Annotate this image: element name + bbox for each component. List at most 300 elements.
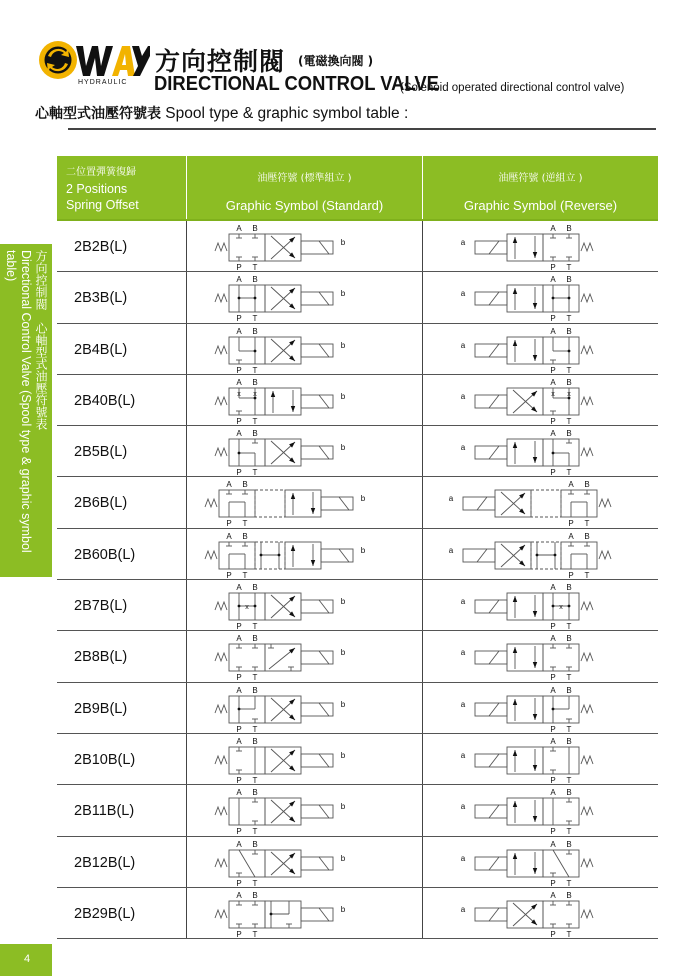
port-label: b: [340, 699, 346, 709]
arrowhead-icon: [513, 750, 517, 756]
table-row: [57, 888, 658, 939]
valve-symbol: [461, 275, 593, 323]
reverse-symbol-cell: [423, 272, 658, 322]
valve-symbol: [215, 788, 346, 836]
standard-symbol: [187, 272, 423, 323]
symbol-line: [489, 703, 499, 716]
shift-box: [507, 696, 543, 723]
spring-icon: [581, 243, 593, 251]
reverse-symbol: [423, 426, 658, 477]
valve-symbol: [215, 737, 346, 785]
symbol-line: [319, 805, 329, 818]
title-english-sub: (Solenoid operated directional control valve): [400, 82, 625, 94]
arrowhead-icon: [533, 355, 537, 361]
header-spool-type-en1: 2 Positions: [66, 182, 128, 196]
spool-box: [543, 747, 579, 774]
valve-symbol: [461, 583, 593, 631]
port-label: T: [252, 365, 258, 375]
standard-symbol: [187, 837, 423, 888]
port-label: A: [236, 634, 242, 644]
table-row: [57, 631, 658, 682]
port-label: A: [550, 429, 556, 439]
table-row: [57, 837, 658, 888]
valve-symbol: [215, 429, 346, 477]
port-label: P: [236, 416, 242, 426]
spool-box: [229, 798, 265, 825]
symbol-line: [319, 754, 329, 767]
symbol-line: [489, 446, 499, 459]
port-label: A: [550, 224, 556, 233]
symbol-line: [489, 857, 499, 870]
symbol-line: [489, 600, 499, 613]
spool-model: 2B7B(L): [57, 580, 187, 630]
spool-box: [543, 439, 579, 466]
arrowhead-icon: [533, 457, 537, 463]
table-row: [57, 734, 658, 785]
reverse-symbol-cell: [423, 221, 658, 271]
port-label: B: [584, 531, 590, 541]
spring-icon: [215, 448, 227, 456]
spring-icon: [215, 807, 227, 815]
spool-box: [543, 388, 579, 415]
standard-symbol-cell: [187, 529, 423, 579]
standard-symbol-cell: [187, 426, 423, 476]
spring-icon: [205, 551, 217, 559]
solenoid-box: [301, 703, 333, 716]
table-body: [57, 221, 658, 939]
solenoid-box: [301, 395, 333, 408]
shift-box: [507, 593, 543, 620]
port-label: A: [550, 890, 556, 900]
spring-icon: [215, 910, 227, 918]
arrowhead-icon: [513, 647, 517, 653]
spool-box: [229, 644, 265, 671]
section-subheading: [35, 103, 408, 123]
spool-box: [229, 337, 265, 364]
shift-box: [507, 850, 543, 877]
port-label: a: [460, 443, 466, 453]
symbol-line: [489, 651, 499, 664]
spool-model: 2B11B(L): [57, 785, 187, 835]
spring-icon: [205, 499, 217, 507]
table-row: [57, 426, 658, 477]
port-label: a: [460, 853, 466, 863]
port-label: x: [253, 390, 257, 398]
valve-symbol: [461, 634, 593, 682]
port-label: T: [566, 263, 572, 272]
reverse-symbol: [423, 477, 658, 528]
valve-symbol: [215, 378, 346, 426]
arrowhead-icon: [291, 406, 295, 412]
spool-box: [229, 439, 265, 466]
port-label: A: [550, 788, 556, 798]
port-label: T: [242, 519, 248, 529]
junction-dot: [254, 297, 257, 300]
header-reverse-zh: 油壓符號 (逆組立 ): [498, 173, 583, 184]
standard-symbol: [187, 734, 423, 785]
standard-symbol-cell: [187, 580, 423, 630]
port-label: P: [550, 775, 556, 785]
arrowhead-icon: [291, 545, 295, 551]
reverse-symbol: [423, 631, 658, 682]
solenoid-box: [301, 908, 333, 921]
solenoid-box: [301, 805, 333, 818]
port-label: T: [566, 416, 572, 426]
reverse-symbol-cell: [423, 375, 658, 425]
reverse-symbol: [423, 272, 658, 323]
standard-symbol: [187, 375, 423, 426]
junction-dot: [536, 553, 539, 556]
spool-box: [229, 388, 265, 415]
standard-symbol-cell: [187, 477, 423, 527]
shift-box: [285, 490, 321, 517]
port-label: B: [252, 890, 258, 900]
solenoid-box: [321, 497, 353, 510]
solenoid-box: [301, 344, 333, 357]
port-label: T: [584, 519, 590, 529]
port-label: B: [566, 890, 572, 900]
solenoid-box: [301, 857, 333, 870]
spring-icon: [215, 859, 227, 867]
spool-box: [543, 234, 579, 261]
valve-symbol: [461, 788, 593, 836]
port-label: a: [448, 545, 454, 555]
port-label: A: [236, 685, 242, 695]
standard-symbol: [187, 683, 423, 734]
table-header: [57, 156, 658, 221]
reverse-symbol: [423, 580, 658, 631]
port-label: A: [236, 224, 242, 233]
arrowhead-icon: [271, 391, 275, 397]
standard-symbol: [187, 888, 423, 939]
shift-box: [285, 542, 321, 569]
table-row: [57, 529, 658, 580]
port-label: A: [236, 429, 242, 439]
standard-symbol-cell: [187, 683, 423, 733]
header-standard-zh: 油壓符號 (標準組立 ): [257, 173, 352, 184]
table-row: [57, 324, 658, 375]
arrowhead-icon: [513, 801, 517, 807]
symbol-line: [319, 395, 329, 408]
spring-icon: [215, 602, 227, 610]
junction-dot: [260, 553, 263, 556]
port-label: B: [566, 275, 572, 285]
transition-box: [255, 490, 285, 517]
shift-box: [507, 798, 543, 825]
port-label: B: [242, 531, 248, 541]
port-label: P: [226, 570, 232, 580]
port-label: A: [236, 326, 242, 336]
port-label: T: [252, 929, 258, 939]
solenoid-box: [301, 446, 333, 459]
port-label: B: [566, 839, 572, 849]
spool-box: [229, 901, 265, 928]
symbol-line: [319, 703, 329, 716]
port-label: b: [340, 750, 346, 760]
symbol-line: [319, 446, 329, 459]
junction-dot: [278, 553, 281, 556]
transition-box: [531, 542, 561, 569]
port-label: b: [360, 494, 366, 504]
port-label: a: [460, 597, 466, 607]
port-label: b: [340, 340, 346, 350]
way-hydraulic-logo: [38, 40, 150, 86]
standard-symbol-cell: [187, 375, 423, 425]
valve-symbol: [215, 583, 346, 631]
standard-symbol-cell: [187, 837, 423, 887]
table-row: [57, 375, 658, 426]
junction-dot: [270, 912, 273, 915]
port-label: x: [237, 390, 241, 398]
reverse-symbol: [423, 324, 658, 375]
port-label: T: [252, 775, 258, 785]
reverse-symbol-cell: [423, 888, 658, 938]
arrowhead-icon: [533, 868, 537, 874]
port-label: P: [236, 724, 242, 734]
port-label: B: [252, 685, 258, 695]
junction-dot: [254, 349, 257, 352]
header-spool-type-en2: Spring Offset: [66, 198, 139, 212]
port-label: P: [550, 263, 556, 272]
port-label: A: [236, 736, 242, 746]
spring-icon: [581, 910, 593, 918]
port-label: B: [566, 377, 572, 387]
valve-symbol: [461, 224, 593, 272]
port-label: B: [252, 275, 258, 285]
port-label: T: [252, 263, 258, 272]
port-label: P: [550, 365, 556, 375]
valve-symbol: [461, 378, 593, 426]
standard-symbol-cell: [187, 272, 423, 322]
symbol-line: [319, 292, 329, 305]
port-label: B: [252, 634, 258, 644]
subheading-zh: 心軸型式油壓符號表: [35, 106, 161, 122]
arrowhead-icon: [311, 560, 315, 566]
transition-box: [255, 542, 285, 569]
port-label: P: [236, 468, 242, 478]
port-label: T: [566, 878, 572, 888]
port-label: P: [236, 929, 242, 939]
junction-dot: [568, 605, 571, 608]
port-label: A: [550, 685, 556, 695]
arrowhead-icon: [533, 714, 537, 720]
port-label: a: [460, 340, 466, 350]
valve-symbol: [215, 891, 346, 939]
port-label: T: [566, 929, 572, 939]
valve-symbol: [215, 634, 346, 682]
port-label: A: [236, 839, 242, 849]
port-label: a: [460, 648, 466, 658]
spring-icon: [215, 653, 227, 661]
port-label: T: [566, 314, 572, 324]
valve-symbol: [215, 327, 346, 375]
junction-dot: [554, 553, 557, 556]
valve-symbol: [461, 891, 593, 939]
port-label: T: [252, 724, 258, 734]
valve-symbol: [449, 532, 611, 580]
port-label: b: [340, 904, 346, 914]
port-label: P: [550, 468, 556, 478]
reverse-symbol-cell: [423, 477, 658, 527]
symbol-line: [477, 549, 487, 562]
port-label: P: [550, 878, 556, 888]
spring-icon: [581, 346, 593, 354]
port-label: A: [550, 377, 556, 387]
valve-symbol: [461, 737, 593, 785]
arrowhead-icon: [513, 442, 517, 448]
reverse-symbol-cell: [423, 837, 658, 887]
table-row: [57, 580, 658, 631]
symbol-line: [319, 344, 329, 357]
port-label: B: [566, 224, 572, 233]
spool-model: 2B9B(L): [57, 683, 187, 733]
port-label: T: [252, 878, 258, 888]
port-label: b: [340, 391, 346, 401]
junction-dot: [238, 452, 241, 455]
spool-box: [543, 696, 579, 723]
junction-dot: [552, 707, 555, 710]
symbol-line: [339, 497, 349, 510]
port-label: P: [236, 827, 242, 837]
port-label: B: [252, 429, 258, 439]
valve-symbol: [461, 327, 593, 375]
reverse-symbol: [423, 888, 658, 939]
symbol-line: [319, 600, 329, 613]
valve-symbol: [205, 480, 366, 528]
standard-symbol-cell: [187, 631, 423, 681]
shift-box: [265, 388, 301, 415]
solenoid-box: [301, 651, 333, 664]
spring-icon: [581, 705, 593, 713]
table-row: [57, 272, 658, 323]
junction-dot: [238, 297, 241, 300]
shift-box: [507, 234, 543, 261]
port-label: T: [566, 622, 572, 632]
shift-box: [507, 439, 543, 466]
port-label: B: [252, 736, 258, 746]
solenoid-box: [321, 549, 353, 562]
port-label: T: [252, 827, 258, 837]
symbol-line: [489, 241, 499, 254]
valve-symbol: [215, 275, 346, 323]
spool-box: [561, 490, 597, 517]
reverse-symbol: [423, 529, 658, 580]
valve-symbol: [461, 686, 593, 734]
port-label: B: [252, 224, 258, 233]
port-label: A: [226, 480, 232, 490]
symbol-line: [319, 651, 329, 664]
valve-symbol: [215, 840, 346, 888]
port-label: A: [236, 275, 242, 285]
solenoid-box: [301, 754, 333, 767]
port-label: A: [550, 839, 556, 849]
port-label: b: [340, 238, 346, 247]
page-number: 4: [0, 944, 52, 976]
port-label: B: [242, 480, 248, 490]
port-label: a: [460, 750, 466, 760]
spool-box: [219, 542, 255, 569]
port-label: b: [340, 802, 346, 812]
junction-dot: [238, 605, 241, 608]
solenoid-box: [301, 292, 333, 305]
spool-model: 2B40B(L): [57, 375, 187, 425]
header-spool-type: [57, 156, 187, 219]
port-label: x: [551, 390, 555, 398]
arrowhead-icon: [513, 699, 517, 705]
port-label: A: [550, 326, 556, 336]
table-row: [57, 683, 658, 734]
port-label: T: [566, 827, 572, 837]
port-label: a: [460, 238, 466, 247]
port-label: T: [252, 468, 258, 478]
reverse-symbol: [423, 734, 658, 785]
port-label: B: [252, 326, 258, 336]
reverse-symbol-cell: [423, 785, 658, 835]
port-label: T: [566, 775, 572, 785]
port-label: P: [550, 416, 556, 426]
symbol-line: [477, 497, 487, 510]
port-label: P: [226, 519, 232, 529]
reverse-symbol: [423, 837, 658, 888]
reverse-symbol: [423, 221, 658, 272]
spool-model: 2B2B(L): [57, 221, 187, 271]
junction-dot: [552, 297, 555, 300]
junction-dot: [552, 605, 555, 608]
reverse-symbol-cell: [423, 580, 658, 630]
port-label: T: [252, 314, 258, 324]
spool-model: 2B29B(L): [57, 888, 187, 938]
svg-text:HYDRAULIC: HYDRAULIC: [78, 79, 128, 86]
shift-box: [507, 747, 543, 774]
port-label: A: [550, 583, 556, 593]
arrowhead-icon: [533, 252, 537, 258]
reverse-symbol-cell: [423, 324, 658, 374]
port-label: B: [584, 480, 590, 490]
spring-icon: [599, 499, 611, 507]
reverse-symbol-cell: [423, 426, 658, 476]
title-chinese-sub: (電磁換向閥 ): [298, 54, 374, 68]
spool-box: [543, 798, 579, 825]
spool-box: [229, 747, 265, 774]
port-label: B: [252, 583, 258, 593]
header-standard-en: Graphic Symbol (Standard): [225, 198, 384, 213]
port-label: b: [340, 289, 346, 299]
arrowhead-icon: [513, 340, 517, 346]
shift-box: [507, 644, 543, 671]
arrowhead-icon: [311, 508, 315, 514]
symbol-line: [489, 292, 499, 305]
port-label: A: [550, 634, 556, 644]
spool-box: [543, 337, 579, 364]
standard-symbol-cell: [187, 888, 423, 938]
spool-symbol-table: [57, 156, 658, 939]
standard-symbol: [187, 221, 423, 272]
port-label: b: [360, 545, 366, 555]
solenoid-box: [301, 600, 333, 613]
port-label: P: [550, 724, 556, 734]
port-label: P: [568, 570, 574, 580]
junction-dot: [238, 707, 241, 710]
arrowhead-icon: [533, 611, 537, 617]
valve-symbol: [215, 686, 346, 734]
port-label: P: [236, 263, 242, 272]
reverse-symbol-cell: [423, 734, 658, 784]
port-label: x: [245, 604, 249, 612]
standard-symbol-cell: [187, 324, 423, 374]
port-label: x: [559, 604, 563, 612]
spring-icon: [581, 397, 593, 405]
port-label: P: [550, 673, 556, 683]
